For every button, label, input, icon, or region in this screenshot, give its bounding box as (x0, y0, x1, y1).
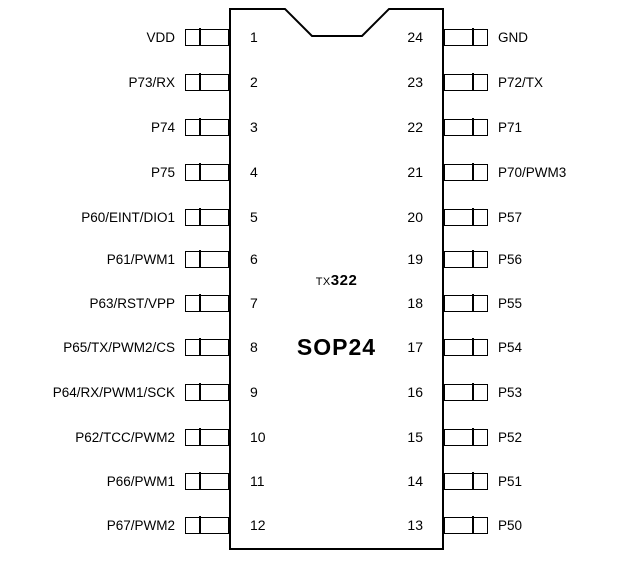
pin-number: 11 (250, 473, 265, 489)
pin-lead-icon (444, 164, 488, 181)
pin-number: 19 (407, 251, 423, 267)
pin-row (444, 158, 637, 186)
pin-label: P67/PWM2 (106, 517, 175, 533)
pin-row (0, 203, 229, 231)
pin-row (444, 378, 637, 406)
pin-number: 23 (407, 74, 423, 90)
pin-lead-icon (185, 339, 229, 356)
pin-number: 3 (250, 119, 258, 135)
pin-number: 2 (250, 74, 258, 90)
pin-label: VDD (146, 29, 175, 45)
pin-row (0, 113, 229, 141)
pin-row (444, 203, 637, 231)
pin-number: 10 (250, 429, 266, 445)
pin-lead-icon (444, 209, 488, 226)
pin-row (444, 333, 637, 361)
pin-row (444, 289, 637, 317)
pin-lead-icon (444, 251, 488, 268)
pin-row (0, 467, 229, 495)
pin-row (444, 467, 637, 495)
pin-row (444, 113, 637, 141)
pin-row (0, 23, 229, 51)
pin-lead-icon (185, 164, 229, 181)
pin-row (0, 511, 229, 539)
pin-lead-icon (185, 29, 229, 46)
pin-label: P62/TCC/PWM2 (75, 429, 175, 445)
pin-number: 13 (407, 517, 423, 533)
pin-label: GND (498, 29, 528, 45)
pin-number: 4 (250, 164, 258, 180)
pin-row (444, 511, 637, 539)
pin-lead-icon (444, 339, 488, 356)
pin-label: P65/TX/PWM2/CS (63, 339, 175, 355)
pin-label: P54 (498, 339, 523, 355)
pin-label: P70/PWM3 (498, 164, 567, 180)
pin-label: P63/RST/VPP (89, 295, 175, 311)
pin-number: 7 (250, 295, 258, 311)
pin-label: P61/PWM1 (106, 251, 175, 267)
pin-number: 1 (250, 29, 258, 45)
pin-label: P71 (498, 119, 523, 135)
pin-number: 18 (407, 295, 423, 311)
pin-label: P73/RX (128, 74, 175, 90)
pin-lead-icon (444, 429, 488, 446)
pin-lead-icon (185, 384, 229, 401)
pin-number: 21 (407, 164, 423, 180)
pin-number: 14 (407, 473, 423, 489)
pin-lead-icon (185, 74, 229, 91)
pin-label: P53 (498, 384, 523, 400)
pin-row (444, 23, 637, 51)
pin-lead-icon (185, 429, 229, 446)
pin-row (0, 245, 229, 273)
pin-label: P57 (498, 209, 523, 225)
pin-row (0, 378, 229, 406)
pin-number: 15 (407, 429, 423, 445)
pin-lead-icon (444, 473, 488, 490)
pin-lead-icon (185, 295, 229, 312)
pin-label: P55 (498, 295, 523, 311)
pin-number: 16 (407, 384, 423, 400)
chip-part-label (229, 272, 444, 289)
chip-part-number: 322 (330, 272, 358, 289)
pin-row (444, 245, 637, 273)
pin-label: P64/RX/PWM1/SCK (52, 384, 175, 400)
pin-number: 8 (250, 339, 258, 355)
pin-lead-icon (444, 119, 488, 136)
pin-number: 17 (407, 339, 423, 355)
pin-number: 20 (407, 209, 423, 225)
pin-lead-icon (185, 251, 229, 268)
pin-label: P52 (498, 429, 523, 445)
pin-label: P51 (498, 473, 523, 489)
pin-lead-icon (185, 119, 229, 136)
pin-row (0, 158, 229, 186)
pin-lead-icon (444, 517, 488, 534)
pin-row (0, 333, 229, 361)
pin-label: P74 (150, 119, 175, 135)
pin-lead-icon (444, 29, 488, 46)
chip-package-label: SOP24 (296, 334, 377, 360)
pin-number: 22 (407, 119, 423, 135)
pin-lead-icon (185, 473, 229, 490)
pin-label: P75 (150, 164, 175, 180)
pin-lead-icon (444, 384, 488, 401)
chip-notch-icon (284, 8, 390, 38)
pin-label: P72/TX (498, 74, 544, 90)
pin-label: P56 (498, 251, 523, 267)
pin-number: 9 (250, 384, 258, 400)
pin-row (0, 423, 229, 451)
pin-row (444, 423, 637, 451)
pin-row (0, 289, 229, 317)
pin-lead-icon (185, 209, 229, 226)
pin-row (0, 68, 229, 96)
pin-number: 24 (407, 29, 423, 45)
pin-lead-icon (185, 517, 229, 534)
pin-label: P66/PWM1 (106, 473, 175, 489)
pin-row (444, 68, 637, 96)
pin-number: 5 (250, 209, 258, 225)
pin-lead-icon (444, 74, 488, 91)
chip-part-prefix: TX (315, 276, 331, 288)
pin-number: 12 (250, 517, 266, 533)
pin-lead-icon (444, 295, 488, 312)
pin-number: 6 (250, 251, 258, 267)
pin-label: P60/EINT/DIO1 (81, 209, 175, 225)
pin-label: P50 (498, 517, 523, 533)
